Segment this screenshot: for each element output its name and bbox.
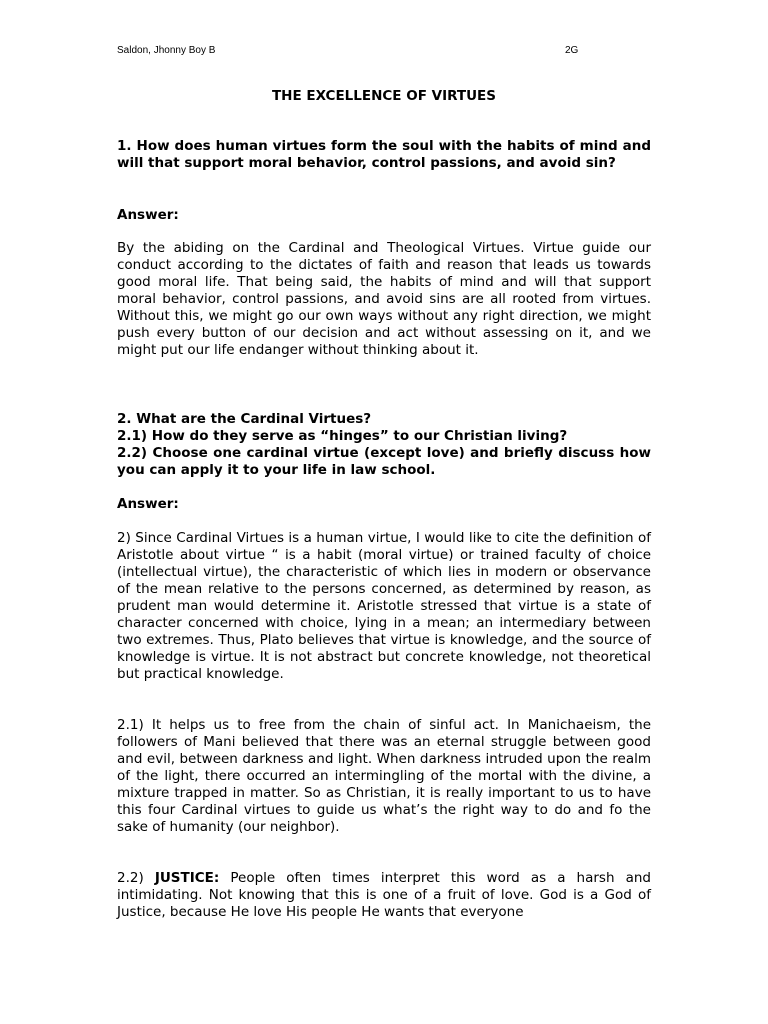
answer-2: 2) Since Cardinal Virtues is a human virtue, I would like to cite the definition of Aristotle about virtue “ is a habit (moral virtue) or trained faculty of choice (intellectual virtue), the characteristic of which lies in modern or observance of the mean relative to the persons concerned, as determined by reason, as prudent man would determine it. Aristotle stressed that virtue is a state of character concerned with choice, lying in a mean; an intermediary between two extremes. Thus, Plato believes that virtue is knowledge, and the source of knowledge is virtue. It is not abstract but concrete knowledge, not theoretical but practical knowledge.	[117, 530, 651, 682]
justice-term: JUSTICE:	[154, 870, 220, 886]
question-2	[117, 411, 651, 479]
section-label: 2G	[565, 45, 579, 56]
answer-2-2-text: People often times interpret this word as a harsh and intimidating. Not knowing that this is one of a fruit of love. God is a God of Justice, because He love His people He wants that everyone	[117, 870, 651, 920]
question-1: 1. How does human virtues form the soul with the habits of mind and will that support moral behavior, control passions, and avoid sin?	[117, 138, 651, 171]
author-name: Saldon, Jhonny Boy B	[117, 45, 216, 56]
answer-label-1: Answer:	[117, 207, 179, 223]
question-2-line-1: 2. What are the Cardinal Virtues?	[117, 411, 372, 427]
answer-label-2: Answer:	[117, 496, 179, 512]
question-2-line-3: 2.2) Choose one cardinal virtue (except love) and briefly discuss how you can apply it to your life in law school.	[117, 445, 651, 478]
question-2-line-2: 2.1) How do they serve as “hinges” to our Christian living?	[117, 428, 568, 444]
answer-2-1: 2.1) It helps us to free from the chain of sinful act. In Manichaeism, the followers of Mani believed that there was an eternal struggle between good and evil, between darkness and light. When darkness intruded upon the realm of the light, there occurred an intermingling of the mortal with the divine, a mixture trapped in matter. So as Christian, it is really important to us to have this four Cardinal virtues to guide us what’s the right way to do and fo the sake of humanity (our neighbor).	[117, 717, 651, 835]
answer-2-2	[117, 870, 651, 921]
answer-2-2-prefix: 2.2)	[117, 870, 155, 886]
answer-1: By the abiding on the Cardinal and Theological Virtues. Virtue guide our conduct according to the dictates of faith and reason that leads us towards good moral life. That being said, the habits of mind and will that support moral behavior, control passions, and avoid sins are all rooted from virtues. Without this, we might go our own ways without any right direction, we might push every button of our decision and act without assessing on it, and we might put our life endanger without thinking about it.	[117, 240, 651, 358]
document-title: THE EXCELLENCE OF VIRTUES	[271, 88, 497, 104]
